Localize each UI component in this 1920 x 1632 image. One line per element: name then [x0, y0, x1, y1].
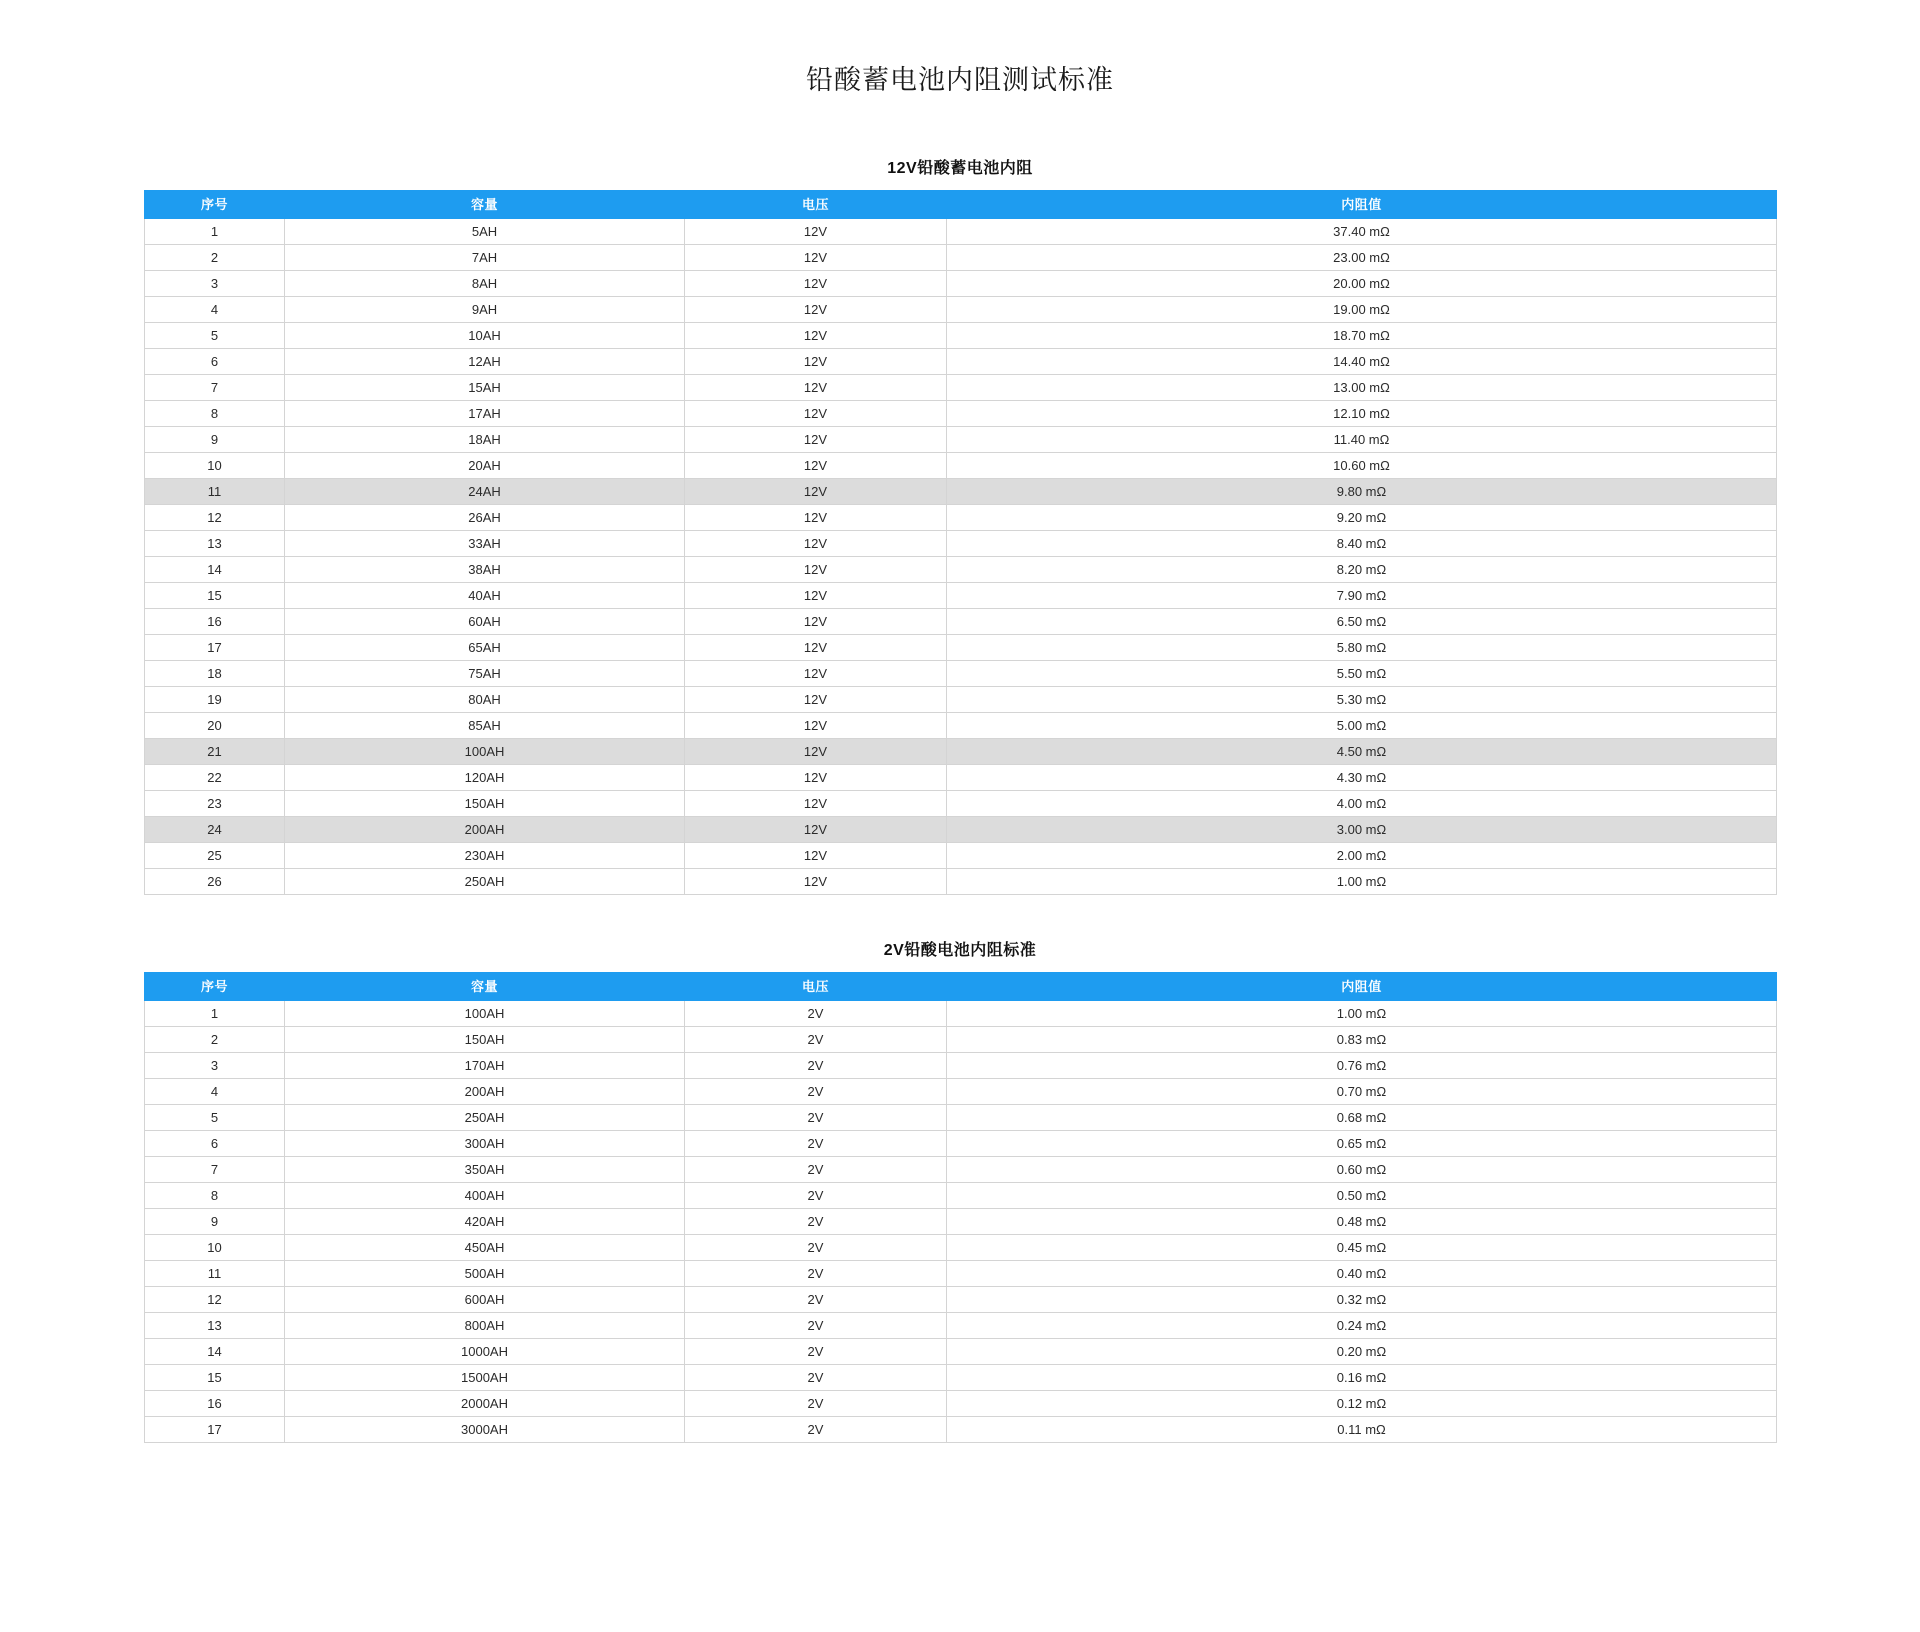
table-row [145, 1079, 1777, 1105]
cell-index: 8 [145, 401, 285, 427]
cell-index: 10 [145, 453, 285, 479]
cell-resistance: 0.70 mΩ [947, 1079, 1777, 1105]
table-row [145, 323, 1777, 349]
cell-index: 5 [145, 323, 285, 349]
cell-voltage: 12V [685, 245, 947, 271]
cell-index: 16 [145, 1391, 285, 1417]
cell-voltage: 12V [685, 791, 947, 817]
table-row [145, 401, 1777, 427]
table-row [145, 427, 1777, 453]
cell-voltage: 2V [685, 1339, 947, 1365]
table-row [145, 609, 1777, 635]
cell-resistance: 8.40 mΩ [947, 531, 1777, 557]
table-row [145, 1313, 1777, 1339]
cell-index: 19 [145, 687, 285, 713]
table-header-row [145, 973, 1777, 1001]
cell-voltage: 2V [685, 1131, 947, 1157]
cell-capacity: 26AH [285, 505, 685, 531]
cell-capacity: 80AH [285, 687, 685, 713]
cell-capacity: 65AH [285, 635, 685, 661]
cell-resistance: 1.00 mΩ [947, 1001, 1777, 1027]
cell-resistance: 0.76 mΩ [947, 1053, 1777, 1079]
column-header-index: 序号 [145, 191, 285, 219]
table-row [145, 1001, 1777, 1027]
table-row [145, 1365, 1777, 1391]
cell-index: 14 [145, 1339, 285, 1365]
cell-capacity: 1000AH [285, 1339, 685, 1365]
cell-resistance: 0.11 mΩ [947, 1417, 1777, 1443]
cell-resistance: 0.16 mΩ [947, 1365, 1777, 1391]
cell-index: 9 [145, 427, 285, 453]
cell-capacity: 85AH [285, 713, 685, 739]
section-12v [144, 155, 1776, 895]
cell-voltage: 2V [685, 1365, 947, 1391]
cell-capacity: 75AH [285, 661, 685, 687]
table-header-12v [145, 191, 1777, 219]
table-row [145, 1391, 1777, 1417]
cell-index: 17 [145, 635, 285, 661]
cell-index: 21 [145, 739, 285, 765]
cell-voltage: 2V [685, 1287, 947, 1313]
cell-capacity: 500AH [285, 1261, 685, 1287]
cell-capacity: 800AH [285, 1313, 685, 1339]
cell-resistance: 19.00 mΩ [947, 297, 1777, 323]
cell-index: 5 [145, 1105, 285, 1131]
cell-voltage: 12V [685, 453, 947, 479]
cell-capacity: 300AH [285, 1131, 685, 1157]
table-12v [144, 190, 1777, 895]
cell-voltage: 12V [685, 375, 947, 401]
cell-voltage: 12V [685, 531, 947, 557]
cell-voltage: 2V [685, 1183, 947, 1209]
cell-voltage: 2V [685, 1391, 947, 1417]
cell-resistance: 0.48 mΩ [947, 1209, 1777, 1235]
cell-capacity: 450AH [285, 1235, 685, 1261]
cell-index: 26 [145, 869, 285, 895]
table-header-2v [145, 973, 1777, 1001]
table-row [145, 1183, 1777, 1209]
cell-index: 4 [145, 297, 285, 323]
section-title-2v: 2V铅酸电池内阻标准 [883, 942, 1037, 959]
cell-resistance: 0.40 mΩ [947, 1261, 1777, 1287]
table-row [145, 1287, 1777, 1313]
table-row [145, 531, 1777, 557]
cell-index: 12 [145, 505, 285, 531]
cell-capacity: 15AH [285, 375, 685, 401]
cell-voltage: 2V [685, 1235, 947, 1261]
table-row [145, 1157, 1777, 1183]
cell-resistance: 9.20 mΩ [947, 505, 1777, 531]
column-header-resistance: 内阻值 [947, 191, 1777, 219]
cell-voltage: 12V [685, 323, 947, 349]
cell-capacity: 200AH [285, 817, 685, 843]
cell-voltage: 12V [685, 557, 947, 583]
cell-index: 15 [145, 583, 285, 609]
cell-index: 7 [145, 1157, 285, 1183]
cell-voltage: 2V [685, 1079, 947, 1105]
cell-capacity: 9AH [285, 297, 685, 323]
cell-index: 13 [145, 531, 285, 557]
cell-resistance: 13.00 mΩ [947, 375, 1777, 401]
cell-resistance: 5.80 mΩ [947, 635, 1777, 661]
cell-voltage: 12V [685, 219, 947, 245]
table-row [145, 843, 1777, 869]
cell-capacity: 150AH [285, 791, 685, 817]
cell-capacity: 33AH [285, 531, 685, 557]
cell-voltage: 2V [685, 1261, 947, 1287]
section-title-12v: 12V铅酸蓄电池内阻 [887, 160, 1033, 177]
cell-capacity: 420AH [285, 1209, 685, 1235]
cell-resistance: 8.20 mΩ [947, 557, 1777, 583]
cell-capacity: 1500AH [285, 1365, 685, 1391]
cell-voltage: 12V [685, 713, 947, 739]
cell-resistance: 11.40 mΩ [947, 427, 1777, 453]
cell-index: 25 [145, 843, 285, 869]
cell-capacity: 7AH [285, 245, 685, 271]
cell-voltage: 2V [685, 1053, 947, 1079]
cell-index: 12 [145, 1287, 285, 1313]
cell-resistance: 2.00 mΩ [947, 843, 1777, 869]
table-row [145, 1417, 1777, 1443]
cell-voltage: 12V [685, 869, 947, 895]
cell-voltage: 12V [685, 661, 947, 687]
cell-voltage: 2V [685, 1157, 947, 1183]
cell-capacity: 2000AH [285, 1391, 685, 1417]
cell-voltage: 2V [685, 1105, 947, 1131]
cell-resistance: 20.00 mΩ [947, 271, 1777, 297]
table-row [145, 453, 1777, 479]
cell-capacity: 350AH [285, 1157, 685, 1183]
cell-index: 9 [145, 1209, 285, 1235]
table-row [145, 1105, 1777, 1131]
cell-voltage: 12V [685, 271, 947, 297]
cell-capacity: 60AH [285, 609, 685, 635]
table-row [145, 1209, 1777, 1235]
cell-index: 1 [145, 1001, 285, 1027]
cell-voltage: 12V [685, 505, 947, 531]
cell-index: 20 [145, 713, 285, 739]
cell-resistance: 6.50 mΩ [947, 609, 1777, 635]
cell-voltage: 12V [685, 349, 947, 375]
cell-voltage: 2V [685, 1027, 947, 1053]
table-header-row [145, 191, 1777, 219]
table-row [145, 635, 1777, 661]
table-row [145, 557, 1777, 583]
cell-resistance: 14.40 mΩ [947, 349, 1777, 375]
cell-index: 24 [145, 817, 285, 843]
cell-voltage: 12V [685, 843, 947, 869]
table-row [145, 505, 1777, 531]
table-row [145, 219, 1777, 245]
cell-resistance: 0.32 mΩ [947, 1287, 1777, 1313]
cell-index: 4 [145, 1079, 285, 1105]
cell-capacity: 40AH [285, 583, 685, 609]
cell-index: 7 [145, 375, 285, 401]
cell-capacity: 20AH [285, 453, 685, 479]
table-row [145, 739, 1777, 765]
cell-capacity: 150AH [285, 1027, 685, 1053]
table-row [145, 271, 1777, 297]
cell-resistance: 0.24 mΩ [947, 1313, 1777, 1339]
table-row [145, 713, 1777, 739]
cell-capacity: 10AH [285, 323, 685, 349]
cell-resistance: 23.00 mΩ [947, 245, 1777, 271]
cell-capacity: 170AH [285, 1053, 685, 1079]
cell-index: 1 [145, 219, 285, 245]
table-row [145, 245, 1777, 271]
column-header-index: 序号 [145, 973, 285, 1001]
cell-resistance: 18.70 mΩ [947, 323, 1777, 349]
page-title: 铅酸蓄电池内阻测试标准 [806, 65, 1114, 95]
cell-capacity: 250AH [285, 1105, 685, 1131]
cell-capacity: 18AH [285, 427, 685, 453]
cell-resistance: 4.00 mΩ [947, 791, 1777, 817]
table-row [145, 687, 1777, 713]
cell-voltage: 12V [685, 817, 947, 843]
cell-index: 3 [145, 1053, 285, 1079]
cell-capacity: 230AH [285, 843, 685, 869]
cell-capacity: 200AH [285, 1079, 685, 1105]
cell-capacity: 600AH [285, 1287, 685, 1313]
cell-resistance: 0.68 mΩ [947, 1105, 1777, 1131]
table-row [145, 661, 1777, 687]
cell-resistance: 5.30 mΩ [947, 687, 1777, 713]
table-row [145, 1339, 1777, 1365]
cell-index: 10 [145, 1235, 285, 1261]
cell-capacity: 120AH [285, 765, 685, 791]
cell-capacity: 17AH [285, 401, 685, 427]
cell-voltage: 12V [685, 583, 947, 609]
table-row [145, 583, 1777, 609]
table-row [145, 1027, 1777, 1053]
table-row [145, 1235, 1777, 1261]
cell-resistance: 12.10 mΩ [947, 401, 1777, 427]
cell-voltage: 12V [685, 609, 947, 635]
cell-resistance: 0.45 mΩ [947, 1235, 1777, 1261]
section-2v [144, 937, 1776, 1443]
cell-index: 2 [145, 245, 285, 271]
cell-voltage: 12V [685, 297, 947, 323]
cell-index: 11 [145, 1261, 285, 1287]
cell-resistance: 10.60 mΩ [947, 453, 1777, 479]
cell-resistance: 0.20 mΩ [947, 1339, 1777, 1365]
cell-voltage: 12V [685, 765, 947, 791]
cell-capacity: 24AH [285, 479, 685, 505]
column-header-capacity: 容量 [285, 191, 685, 219]
cell-index: 6 [145, 1131, 285, 1157]
cell-resistance: 9.80 mΩ [947, 479, 1777, 505]
cell-capacity: 100AH [285, 739, 685, 765]
table-row [145, 375, 1777, 401]
cell-voltage: 12V [685, 427, 947, 453]
cell-index: 23 [145, 791, 285, 817]
cell-resistance: 1.00 mΩ [947, 869, 1777, 895]
cell-index: 22 [145, 765, 285, 791]
cell-capacity: 8AH [285, 271, 685, 297]
cell-capacity: 3000AH [285, 1417, 685, 1443]
table-row [145, 817, 1777, 843]
cell-capacity: 400AH [285, 1183, 685, 1209]
cell-resistance: 0.50 mΩ [947, 1183, 1777, 1209]
cell-voltage: 12V [685, 687, 947, 713]
cell-voltage: 2V [685, 1001, 947, 1027]
table-row [145, 869, 1777, 895]
cell-index: 16 [145, 609, 285, 635]
cell-voltage: 2V [685, 1313, 947, 1339]
cell-index: 3 [145, 271, 285, 297]
cell-index: 6 [145, 349, 285, 375]
cell-resistance: 37.40 mΩ [947, 219, 1777, 245]
table-body-12v [145, 219, 1777, 895]
table-body-2v [145, 1001, 1777, 1443]
table-row [145, 1053, 1777, 1079]
cell-index: 11 [145, 479, 285, 505]
cell-voltage: 2V [685, 1209, 947, 1235]
cell-capacity: 250AH [285, 869, 685, 895]
column-header-resistance: 内阻值 [947, 973, 1777, 1001]
cell-resistance: 0.65 mΩ [947, 1131, 1777, 1157]
column-header-voltage: 电压 [685, 973, 947, 1001]
cell-index: 14 [145, 557, 285, 583]
cell-resistance: 0.12 mΩ [947, 1391, 1777, 1417]
cell-resistance: 0.83 mΩ [947, 1027, 1777, 1053]
cell-capacity: 5AH [285, 219, 685, 245]
cell-resistance: 3.00 mΩ [947, 817, 1777, 843]
table-2v [144, 972, 1777, 1443]
cell-voltage: 12V [685, 739, 947, 765]
cell-resistance: 5.00 mΩ [947, 713, 1777, 739]
cell-resistance: 4.50 mΩ [947, 739, 1777, 765]
cell-index: 13 [145, 1313, 285, 1339]
cell-resistance: 4.30 mΩ [947, 765, 1777, 791]
cell-index: 15 [145, 1365, 285, 1391]
cell-capacity: 38AH [285, 557, 685, 583]
cell-index: 8 [145, 1183, 285, 1209]
cell-resistance: 5.50 mΩ [947, 661, 1777, 687]
table-row [145, 479, 1777, 505]
column-header-voltage: 电压 [685, 191, 947, 219]
table-row [145, 1131, 1777, 1157]
table-row [145, 791, 1777, 817]
table-row [145, 349, 1777, 375]
cell-voltage: 12V [685, 479, 947, 505]
table-row [145, 765, 1777, 791]
cell-voltage: 2V [685, 1417, 947, 1443]
table-row [145, 297, 1777, 323]
cell-voltage: 12V [685, 401, 947, 427]
cell-resistance: 0.60 mΩ [947, 1157, 1777, 1183]
cell-index: 17 [145, 1417, 285, 1443]
cell-capacity: 12AH [285, 349, 685, 375]
table-row [145, 1261, 1777, 1287]
cell-index: 18 [145, 661, 285, 687]
column-header-capacity: 容量 [285, 973, 685, 1001]
cell-resistance: 7.90 mΩ [947, 583, 1777, 609]
cell-capacity: 100AH [285, 1001, 685, 1027]
cell-index: 2 [145, 1027, 285, 1053]
cell-voltage: 12V [685, 635, 947, 661]
